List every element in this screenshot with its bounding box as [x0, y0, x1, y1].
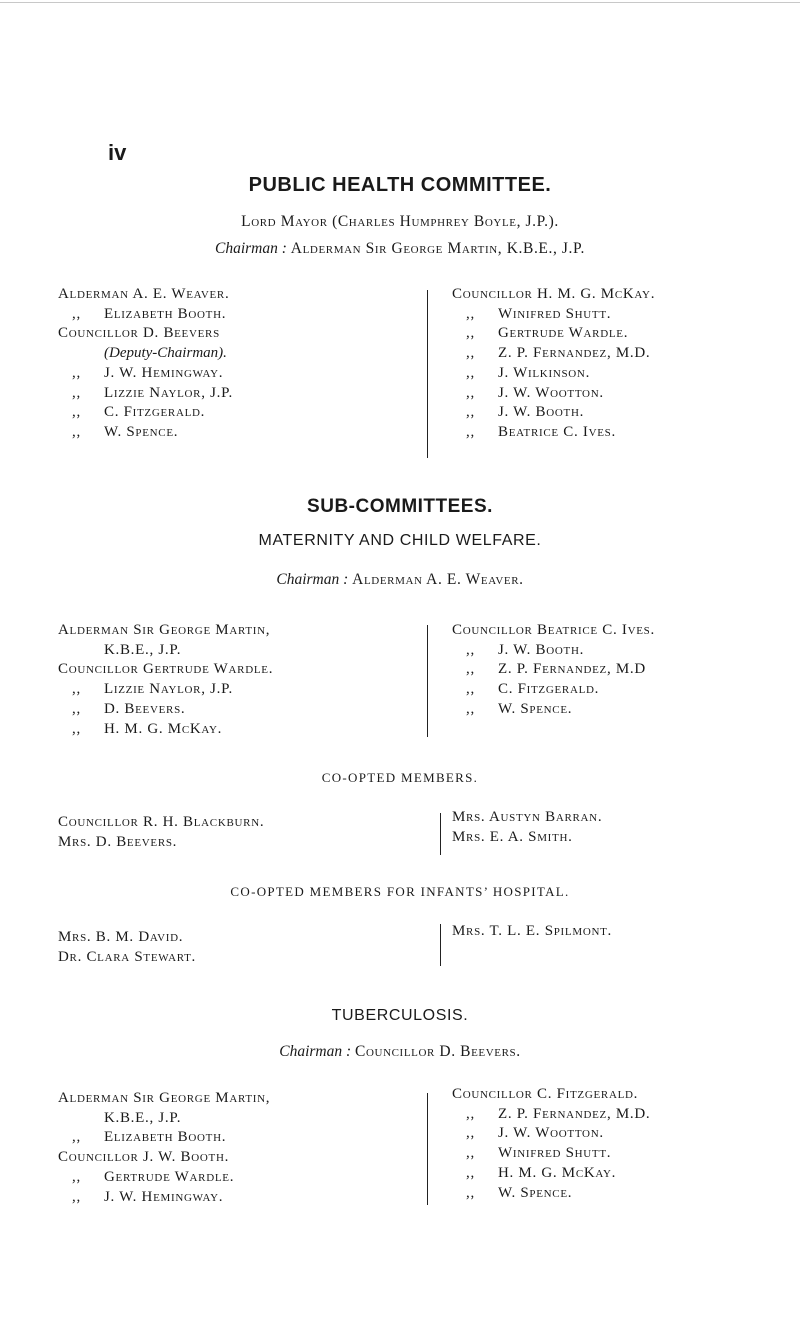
tuberculosis-right-column — [452, 1085, 650, 1203]
member: ,, J. W. Hemingway. — [72, 364, 224, 381]
member: ,, Z. P. Fernandez, M.D — [466, 661, 646, 678]
column-divider — [440, 924, 441, 966]
member: ,, J. W. Booth. — [466, 404, 585, 421]
member: Mrs. T. L. E. Spilmont. — [452, 923, 612, 939]
page-number: iv — [108, 140, 127, 165]
member: Councillor D. Beevers — [58, 325, 220, 342]
member: Alderman Sir George Martin, — [58, 622, 271, 638]
member: ,, W. Spence. — [466, 1184, 573, 1201]
page-title: PUBLIC HEALTH COMMITTEE. — [248, 174, 552, 196]
chairman-line — [0, 240, 800, 258]
committee-left-column — [58, 285, 233, 443]
member: ,, W. Spence. — [466, 700, 573, 717]
member: Mrs. E. A. Smith. — [452, 828, 573, 845]
member: ,, Gertrude Wardle. — [466, 325, 629, 342]
member-note: (Deputy-Chairman). — [104, 345, 227, 362]
member: Councillor R. H. Blackburn. — [58, 814, 265, 830]
member: ,, H. M. G. McKay. — [72, 720, 223, 737]
member: ,, Lizzie Naylor, J.P. — [72, 384, 233, 401]
lord-mayor-line: Lord Mayor (Charles Humphrey Boyle, J.P.). — [241, 213, 559, 230]
member: ,, Z. P. Fernandez, M.D. — [466, 345, 651, 362]
member: K.B.E., J.P. — [104, 1109, 182, 1126]
member: Councillor H. M. G. McKay. — [452, 286, 656, 302]
sub-committees-title: SUB-COMMITTEES. — [307, 496, 493, 517]
committee-right-column — [452, 285, 655, 443]
member: Alderman A. E. Weaver. — [58, 286, 230, 302]
member: ,, Elizabeth Booth. — [72, 305, 227, 322]
maternity-left-column — [58, 621, 273, 739]
top-rule — [0, 2, 800, 3]
member: Alderman Sir George Martin, — [58, 1090, 271, 1106]
infants-left-column — [58, 928, 196, 967]
member: ,, Z. P. Fernandez, M.D. — [466, 1105, 651, 1122]
member: ,, J. W. Wootton. — [466, 384, 604, 401]
chairman-name: Alderman Sir George Martin, K.B.E., J.P. — [290, 240, 586, 257]
infants-right-column — [452, 922, 612, 942]
member: ,, J. W. Hemingway. — [72, 1188, 224, 1205]
member: ,, Winifred Shutt. — [466, 1145, 612, 1162]
chairman-label: Chairman : — [276, 571, 349, 588]
chairman-label: Chairman : — [214, 240, 287, 257]
member: ,, Winifred Shutt. — [466, 305, 612, 322]
member: ,, H. M. G. McKay. — [466, 1164, 617, 1181]
member: Mrs. D. Beevers. — [58, 833, 178, 850]
member: Mrs. Austyn Barran. — [452, 809, 603, 825]
coopted-title: CO-OPTED MEMBERS. — [321, 770, 479, 785]
column-divider — [427, 625, 428, 737]
member: Councillor J. W. Booth. — [58, 1149, 230, 1166]
tuberculosis-chairman-line — [0, 1043, 800, 1061]
member: Mrs. B. M. David. — [58, 929, 184, 945]
column-divider — [440, 813, 441, 855]
member: ,, Elizabeth Booth. — [72, 1129, 227, 1146]
maternity-chairman-line — [0, 571, 800, 589]
member: ,, Lizzie Naylor, J.P. — [72, 681, 233, 698]
maternity-right-column — [452, 621, 655, 720]
coopted-right-column — [452, 808, 602, 847]
member: ,, Beatrice C. Ives. — [466, 423, 616, 440]
column-divider — [427, 290, 428, 458]
tuberculosis-title: TUBERCULOSIS. — [331, 1007, 469, 1024]
member: Dr. Clara Stewart. — [58, 948, 197, 965]
chairman-name: Alderman A. E. Weaver. — [352, 571, 524, 588]
member: ,, Gertrude Wardle. — [72, 1168, 235, 1185]
member: Councillor C. Fitzgerald. — [452, 1086, 639, 1102]
member: ,, D. Beevers. — [72, 700, 186, 717]
member: ,, C. Fitzgerald. — [466, 681, 600, 698]
member: ,, W. Spence. — [72, 423, 179, 440]
tuberculosis-left-column — [58, 1089, 270, 1207]
infants-hospital-title: CO-OPTED MEMBERS FOR INFANTS’ HOSPITAL. — [230, 884, 570, 899]
column-divider — [427, 1093, 428, 1205]
chairman-name: Councillor D. Beevers. — [355, 1043, 521, 1060]
member: Councillor Gertrude Wardle. — [58, 661, 274, 678]
member: Councillor Beatrice C. Ives. — [452, 622, 655, 638]
member: ,, C. Fitzgerald. — [72, 404, 206, 421]
maternity-title: MATERNITY AND CHILD WELFARE. — [258, 532, 542, 549]
member: ,, J. W. Booth. — [466, 641, 585, 658]
member: ,, J. W. Wootton. — [466, 1125, 604, 1142]
member: ,, J. Wilkinson. — [466, 364, 591, 381]
chairman-label: Chairman : — [279, 1043, 352, 1060]
member: K.B.E., J.P. — [104, 641, 182, 658]
coopted-left-column — [58, 813, 264, 852]
